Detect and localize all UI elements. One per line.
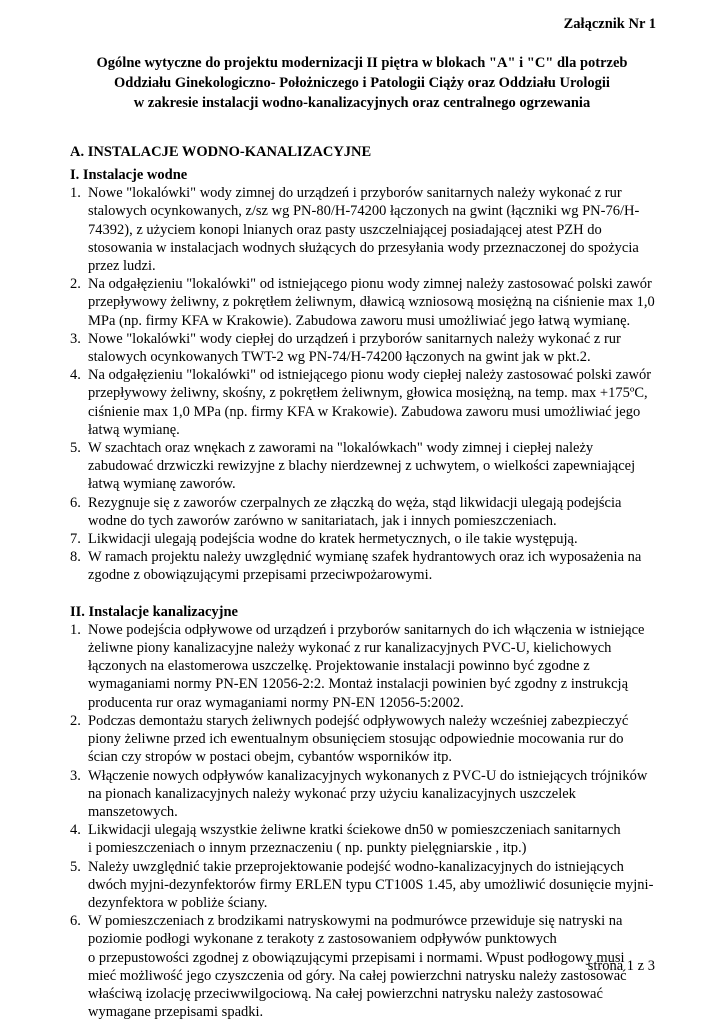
- document-body: [70, 166, 670, 1021]
- list-item: [70, 858, 670, 913]
- list-item-number: 8.: [70, 549, 81, 566]
- list-item-text: Nowe podejścia odpływowe od urządzeń i przyborów sanitarnych do ich włączenia w istniejące żeliwne piony kanalizacyjne należy wykonać z rur kanalizacyjnych PVC-U, kielichowych łączonych na elastomerowa uszczelkę. Projektowanie instalacji powinno być zgodne z wymaganiami normy PN-EN 12056-2:2. Montaż instalacji powinien być zgodny z instrukcją producenta rur oraz wymaganiami normy PN-EN 12056-5:2002.: [88, 621, 645, 711]
- list-item-text: W ramach projektu należy uwzględnić wymianę szafek hydrantowych oraz ich wyposażenia na zgodne z obowiązującymi przepisami przeciwpożarowymi.: [88, 549, 642, 584]
- title-line: Oddziału Ginekologiczno- Położniczego i Patologii Ciąży oraz Oddziału Urologii: [114, 75, 610, 91]
- attachment-label: Załącznik Nr 1: [563, 16, 656, 32]
- title-line: w zakresie instalacji wodno-kanalizacyjnych oraz centralnego ogrzewania: [133, 95, 591, 111]
- list-item-number: 3.: [70, 767, 81, 784]
- list-item-number: 6.: [70, 913, 81, 930]
- list-item-number: 4.: [70, 822, 81, 839]
- list-item-number: 5.: [70, 858, 81, 875]
- page-number: strona 1 z 3: [587, 958, 655, 974]
- list-item: [70, 767, 670, 822]
- list-item-text: W pomieszczeniach z brodzikami natryskowymi na podmurówce przewiduje się natryski na poziomie podłogi wykonane z terakoty z zastosowaniem odpływów punktowych o przepustowości zgodnej z obowiązującymi przepisami i normami. Wpust podłogowy musi mieć możliwość jego czyszczenia od góry. Na całej powierzchni natrysku należy zastosować właściwą izolację przeciwwilgociową. Na całej powierzchni natrysku należy zastosować wymagane przepisami spadki.: [88, 913, 627, 1021]
- list-item: [70, 275, 670, 330]
- list-item-number: 1.: [70, 185, 81, 202]
- list-item: [70, 821, 670, 857]
- document-title: [40, 53, 684, 113]
- list-item-number: 5.: [70, 440, 81, 457]
- list-item-number: 7.: [70, 531, 81, 548]
- list-item-text: Podczas demontażu starych żeliwnych podejść odpływowych należy wcześniej zabezpieczyć piony żeliwne przed ich ewentualnym obsunięciem stosując odpowiednie mocowania rur do ścian czy stropów w postaci obejm, cybantów wsporników itp.: [88, 712, 629, 766]
- list-item-text: Na odgałęzieniu "lokalówki" od istniejącego pionu wody zimnej należy zastosować polski zawór przepływowy żeliwny, z pokrętłem żeliwnym, dławicą wzniosową mosiężną na ciśnienie max 1,0 MPa (np. firmy KFA w Krakowie). Zabudowa zaworu musi umożliwiać jego łatwą wymianę.: [88, 276, 655, 329]
- sewage-installations-list: [70, 621, 670, 1021]
- list-item-text: W szachtach oraz wnękach z zaworami na "lokalówkach" wody zimnej i ciepłej należy zabudować drzwiczki rewizyjne z blachy nierdzewnej z uchwytem, o wielkości zapewniającej łatwą wymianę zaworów.: [88, 440, 636, 493]
- list-item: [70, 184, 670, 275]
- water-installations-list: [70, 184, 670, 584]
- list-item-number: 2.: [70, 712, 81, 729]
- water-installations-heading: I. Instalacje wodne: [70, 167, 188, 183]
- list-item: [70, 439, 670, 494]
- list-item-text: Włączenie nowych odpływów kanalizacyjnych wykonanych z PVC-U do istniejących trójników na pionach kanalizacyjnych należy wykonać przy użyciu kanalizacyjnych uszczelek manszetowych.: [88, 767, 648, 820]
- list-item-number: 2.: [70, 276, 81, 293]
- list-item: [70, 621, 670, 712]
- list-item-text: Nowe "lokalówki" wody ciepłej do urządzeń i przyborów sanitarnych należy wykonać z rur stalowych ocynkowanych TWT-2 wg PN-74/H-74200 łączonych na gwint jak w pkt.2.: [88, 330, 621, 366]
- section-heading-a: A. INSTALACJE WODNO-KANALIZACYJNE: [70, 144, 372, 160]
- list-item-text: Na odgałęzieniu "lokalówki" od istniejącego pionu wody ciepłej należy zastosować polski zawór przepływowy żeliwny, skośny, z pokrętłem żeliwnym, głowica mosiężną, na temp. max +175ºC, ciśnienie max 1,0 MPa (np. firmy KFA w Krakowie). Zabudowa zaworu musi umożliwiać jego łatwą wymianę.: [88, 367, 652, 438]
- title-line: Ogólne wytyczne do projektu modernizacji II piętra w blokach "A" i "C" dla potrzeb: [96, 55, 628, 71]
- list-item: [70, 548, 670, 584]
- list-item: [70, 712, 670, 767]
- list-item: [70, 912, 670, 1021]
- list-item: [70, 366, 670, 439]
- list-item-text: Rezygnuje się z zaworów czerpalnych ze złączką do węża, stąd likwidacji ulegają podejścia wodne do tych zaworów zarówno w sanitariatach, jak i innych pomieszczeniach.: [88, 494, 622, 529]
- spacer: [70, 585, 670, 603]
- list-item-text: Nowe "lokalówki" wody zimnej do urządzeń i przyborów sanitarnych należy wykonać z rur stalowych ocynkowanych, z/sz wg PN-80/H-74200 łączonych na gwint (łączniki wg PN-76/H- 74392), z użyciem konopi lnianych oraz pasty uszczelniającej posiadającej atest PZH do stosowania w instalacjach wodnych służących do przesyłania wody przeznaczonej do spożycia przez ludzi.: [88, 185, 640, 275]
- list-item: [70, 530, 670, 548]
- list-item-number: 1.: [70, 621, 81, 638]
- list-item-number: 6.: [70, 494, 81, 511]
- list-item-text: Likwidacji ulegają wszystkie żeliwne kratki ściekowe dn50 w pomieszczeniach sanitarnych i pomieszczeniach o innym przeznaczeniu ( np. punkty pielęgniarskie , itp.): [88, 822, 621, 857]
- list-item-text: Likwidacji ulegają podejścia wodne do kratek hermetycznych, o ile takie występują.: [88, 531, 578, 548]
- sewage-installations-heading: II. Instalacje kanalizacyjne: [70, 603, 238, 620]
- list-item-number: 4.: [70, 367, 81, 384]
- list-item: [70, 330, 670, 366]
- list-item: [70, 494, 670, 530]
- list-item-text: Należy uwzględnić takie przeprojektowanie podejść wodno-kanalizacyjnych do istniejących dwóch myjni-dezynfektorów firmy ERLEN typu CT100S 1.45, aby umożliwić dosunięcie myjni- dezynfektora w pobliże ściany.: [88, 858, 654, 911]
- list-item-number: 3.: [70, 330, 81, 347]
